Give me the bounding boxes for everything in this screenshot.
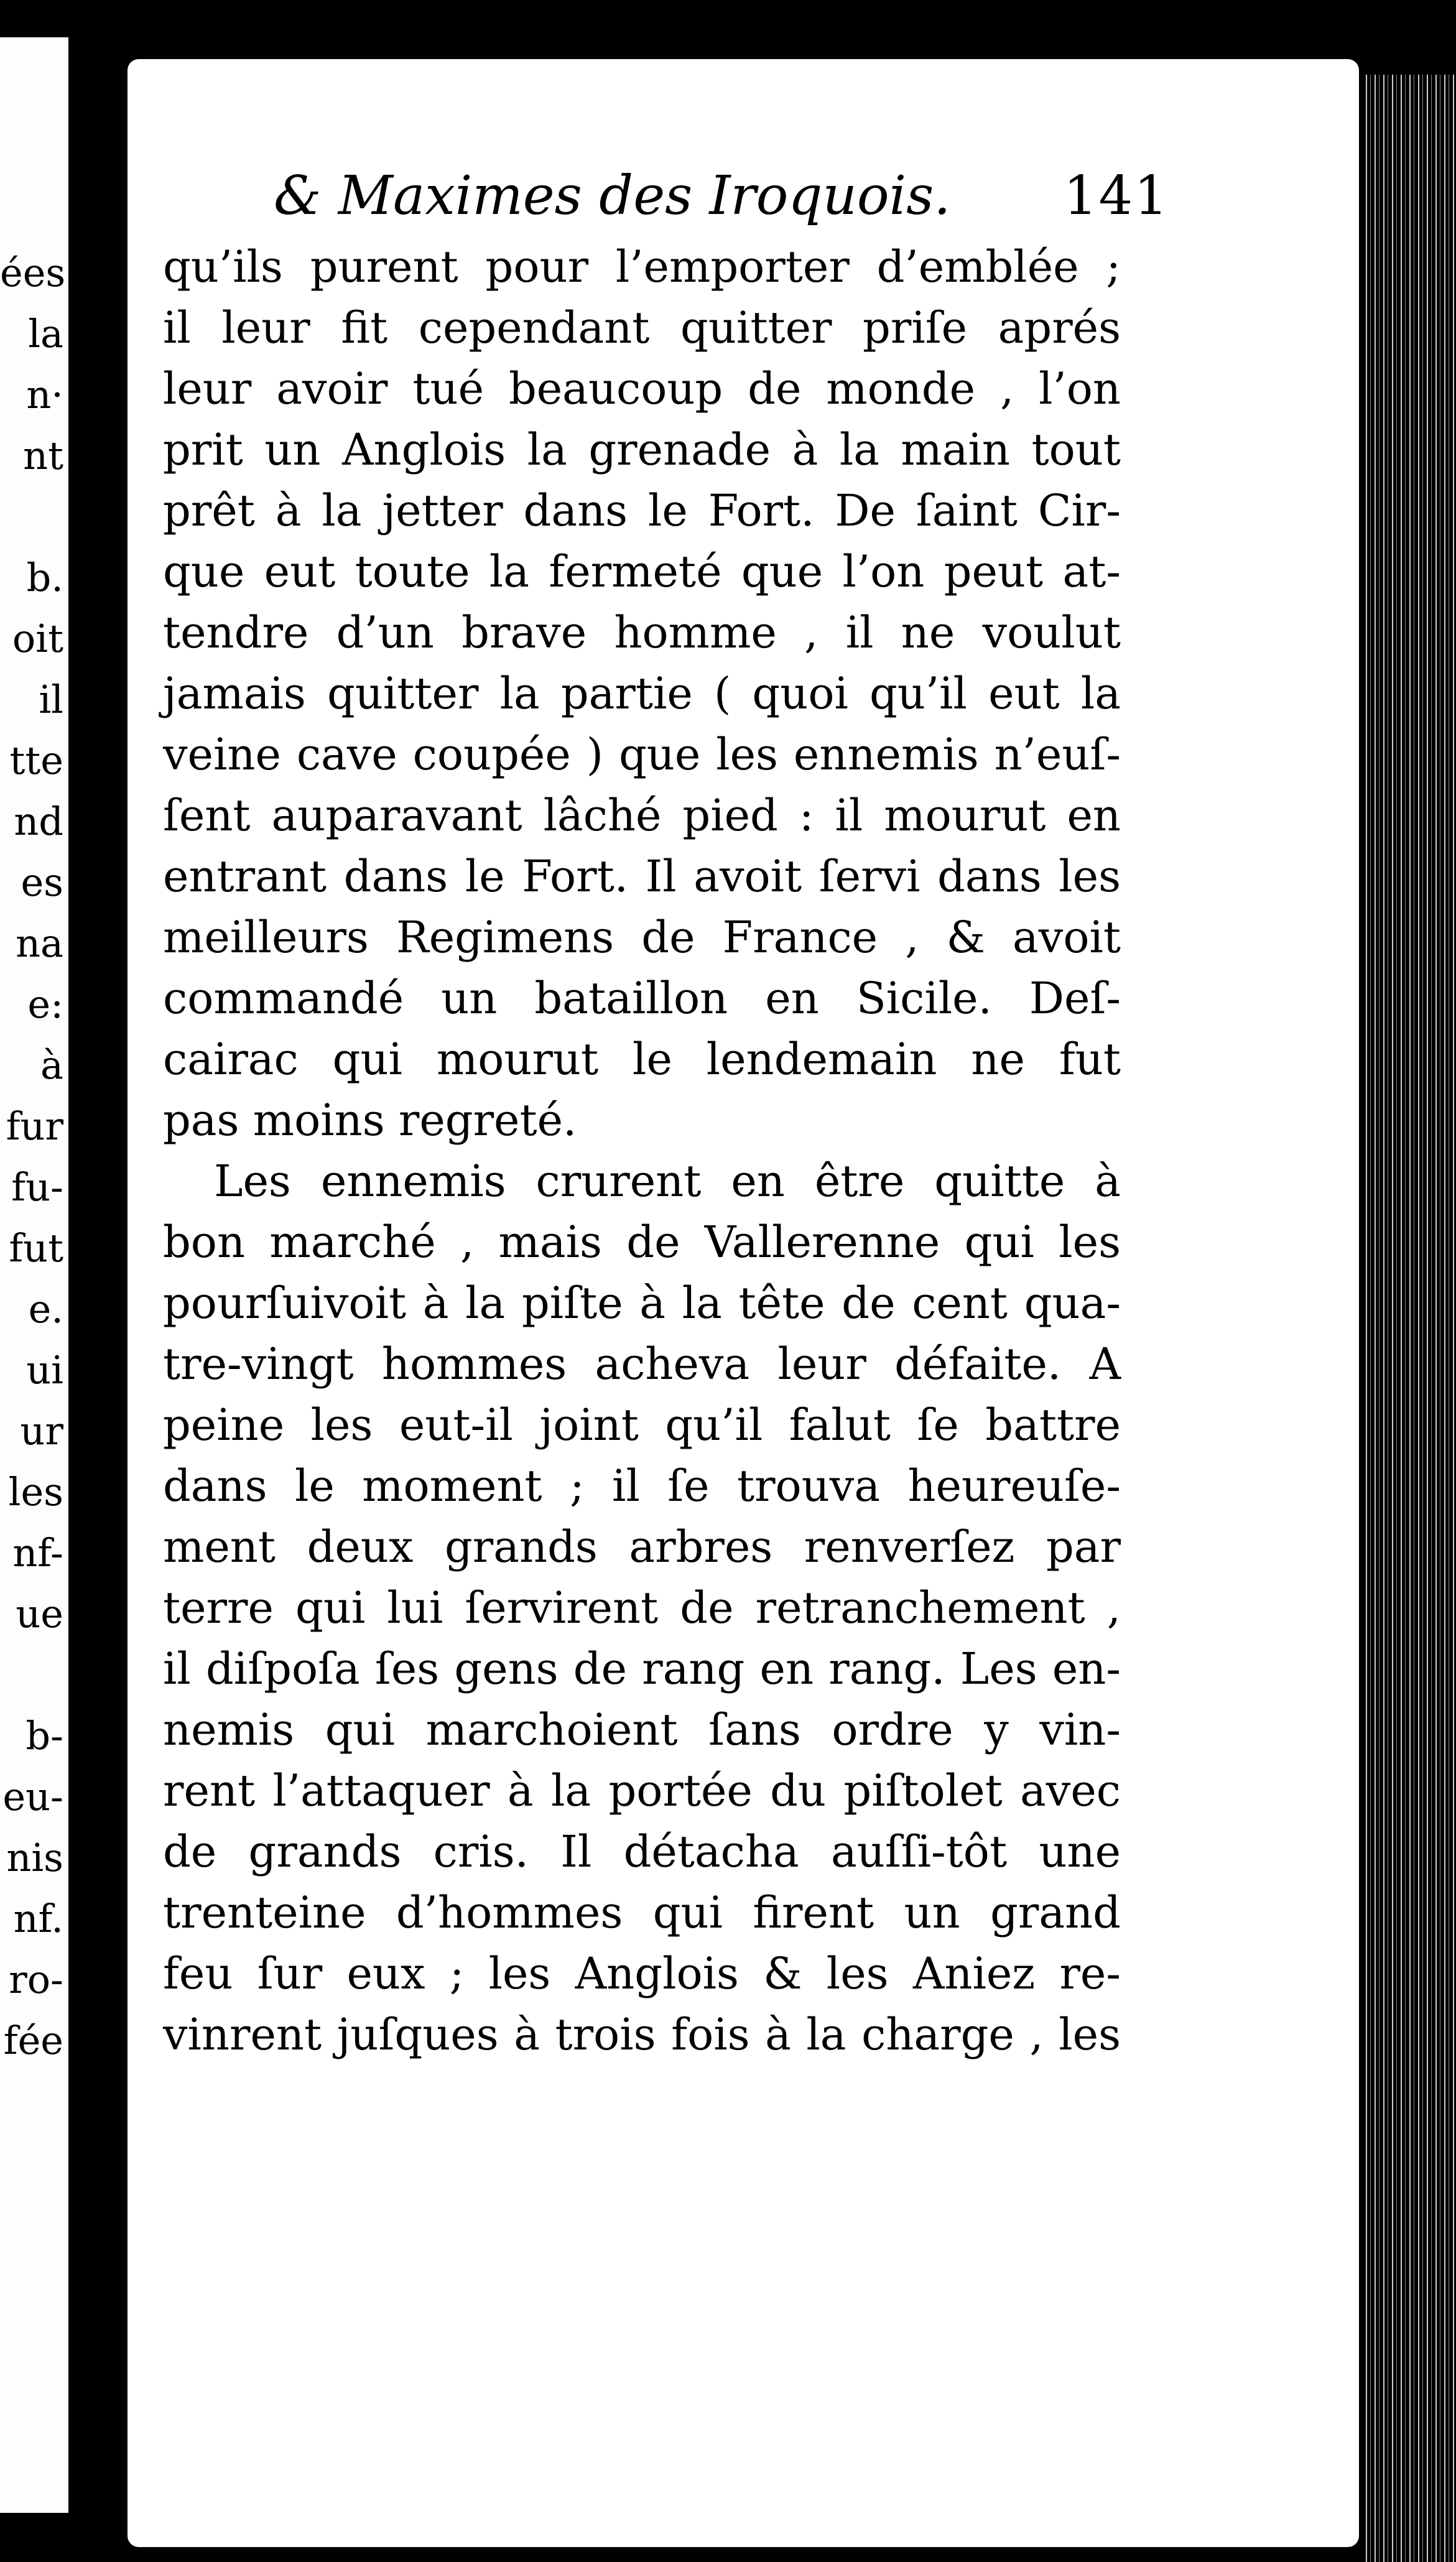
text-line: ſent auparavant lâché pied : il mourut en [163,790,1121,841]
left-page-fragment: tte [9,738,63,783]
text-line: tendre d’un brave homme , il ne voulut [163,607,1121,658]
left-page-fragment: à [40,1042,63,1088]
text-line: qu’ils purent pour l’emporter d’emblée ; [163,241,1121,292]
text-line: commandé un bataillon en Sicile. Deſ- [163,973,1121,1024]
text-line: il diſpoſa ſes gens de rang en rang. Les en- [163,1643,1121,1694]
left-page-fragment [0,1645,68,1706]
left-page-fragment: e. [28,1286,63,1332]
left-page-fragment: n· [26,372,63,417]
left-page-fragment: oit [12,616,63,661]
left-page-fragment: ur [20,1408,63,1454]
left-page-edge [0,37,68,2513]
text-line: que eut toute la fermeté que l’on peut at- [163,546,1121,597]
left-page-fragment: nf. [13,1896,63,1941]
running-title: & Maximes des Iroquois. [274,165,951,227]
page-header [274,165,1169,233]
left-page-fragment: ro- [9,1957,63,2002]
left-page-fragment [0,486,68,547]
text-line: cairac qui mourut le lendemain ne fut [163,1034,1121,1085]
left-page-fragment: il [39,677,63,722]
left-page-fragment: ui [26,1347,63,1393]
text-line: prêt à la jetter dans le Fort. De ſaint Cir- [163,485,1121,536]
text-line: dans le moment ; il ſe trouva heureuſe- [163,1460,1121,1511]
left-page-fragment: fée [3,2018,63,2063]
left-page-fragment: nt [23,433,63,478]
left-page-fragment: fur [6,1103,63,1149]
page-edges [1362,75,1456,2562]
text-line: Les ennemis crurent en être quitte à [214,1156,1121,1207]
text-line: pas moins regreté. [163,1095,577,1146]
text-line: entrant dans le Fort. Il avoit ſervi dans les [163,851,1121,902]
text-line: pourſuivoit à la piſte à la tête de cent qua- [163,1278,1121,1329]
text-line: terre qui lui ſervirent de retranchement , [163,1582,1121,1633]
text-line: veine cave coupée ) que les ennemis n’euſ- [163,729,1121,780]
text-line: bon marché , mais de Vallerenne qui les [163,1217,1121,1268]
text-line: ment deux grands arbres renverſez par [163,1521,1121,1572]
text-line: rent l’attaquer à la portée du piſtolet avec [163,1765,1121,1816]
left-page-fragments [0,243,68,2071]
text-line: nemis qui marchoient ſans ordre y vin- [163,1704,1121,1755]
text-line: jamais quitter la partie ( quoi qu’il eut la [163,668,1121,719]
text-line: meilleurs Regimens de France , & avoit [163,912,1121,963]
left-page-fragment: la [28,311,63,356]
text-line: peine les eut-il joint qu’il falut ſe battre [163,1399,1121,1450]
left-page-fragment: b. [26,555,63,600]
text-line: prit un Anglois la grenade à la main tout [163,424,1121,475]
left-page-fragment: b- [26,1713,63,1758]
body-text [163,236,1121,2065]
left-page-fragment: ue [16,1591,63,1636]
text-line: il leur fit cependant quitter priſe aprés [163,302,1121,353]
left-page-fragment: les [8,1469,63,1515]
text-line: leur avoir tué beaucoup de monde , l’on [163,363,1121,414]
left-page-fragment: nd [14,799,63,844]
left-page-fragment: eu- [2,1774,63,1819]
text-line: vinrent juſques à trois fois à la charge , les [163,2009,1121,2060]
text-line: feu ſur eux ; les Anglois & les Aniez re- [163,1948,1121,1999]
text-line: de grands cris. Il détacha auſſi-tôt une [163,1826,1121,1877]
left-page-fragment: nis [6,1835,63,1880]
left-page-fragment: e: [27,982,63,1027]
left-page-fragment: fut [9,1225,63,1271]
left-page-fragment: fu- [11,1164,63,1210]
text-line: tre-vingt hommes acheva leur défaite. A [163,1339,1121,1390]
left-page-fragment: nf- [12,1530,63,1576]
left-page-fragment: es [21,860,63,905]
text-line: trenteine d’hommes qui firent un grand [163,1887,1121,1938]
page-number: 141 [1063,165,1169,227]
left-page-fragment: ées [0,250,66,295]
left-page-fragment: na [16,921,63,966]
